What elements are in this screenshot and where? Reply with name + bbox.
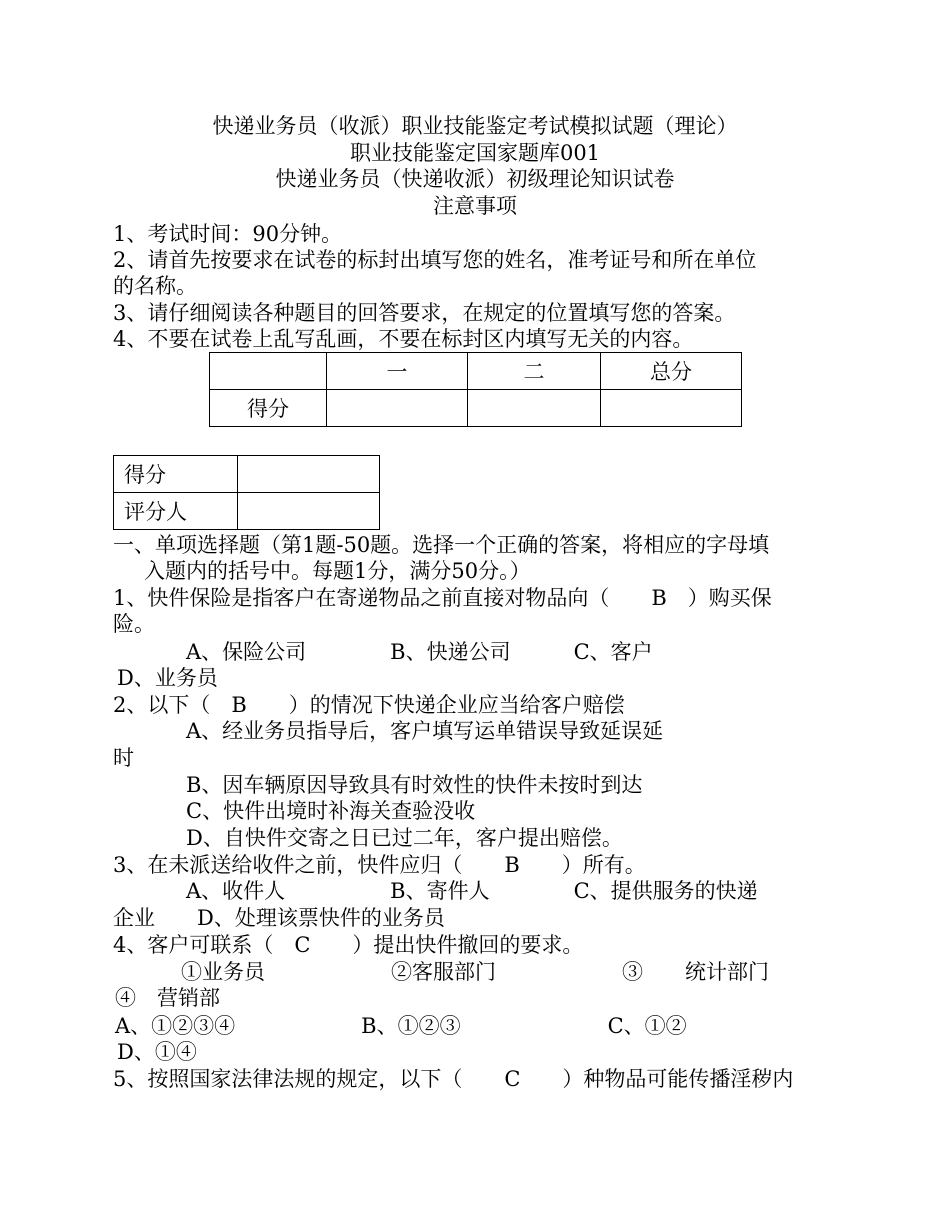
section-heading: 一、单项选择题（第1题-50题。选择一个正确的答案，将相应的字母填 bbox=[113, 533, 770, 557]
question-4-options: A、①②③④ B、①②③ C、①② bbox=[115, 1014, 687, 1038]
question-1-cont: 险。 bbox=[113, 612, 155, 636]
note-2: 2、请首先按要求在试卷的标封出填写您的姓名，准考证号和所在单位 bbox=[113, 248, 757, 272]
question-1: 1、快件保险是指客户在寄递物品之前直接对物品向（ B ）购买保 bbox=[113, 586, 772, 610]
question-4: 4、客户可联系（ C ）提出快件撤回的要求。 bbox=[113, 933, 584, 957]
question-3-options: A、收件人 B、寄件人 C、提供服务的快递 bbox=[186, 879, 758, 903]
grader-score-cell[interactable] bbox=[238, 456, 380, 493]
note-1: 1、考试时间：90分钟。 bbox=[113, 222, 343, 246]
section-heading-cont: 入题内的括号中。每题1分，满分50分。） bbox=[144, 559, 531, 583]
grader-score-label: 得分 bbox=[114, 456, 238, 493]
score-cell-part2[interactable] bbox=[468, 390, 601, 427]
score-table-header-blank bbox=[210, 353, 327, 390]
note-2-cont: 的名称。 bbox=[113, 274, 197, 298]
grader-table bbox=[113, 455, 380, 530]
question-3: 3、在未派送给收件之前，快件应归（ B ）所有。 bbox=[113, 853, 646, 877]
score-cell-part1[interactable] bbox=[327, 390, 468, 427]
question-2-option-a: A、经业务员指导后，客户填写运单错误导致延误延 bbox=[186, 719, 664, 743]
question-4-items: ①业务员 ②客服部门 ③ 统计部门 bbox=[181, 960, 769, 984]
grader-name-label: 评分人 bbox=[114, 493, 238, 530]
question-2-option-b: B、因车辆原因导致具有时效性的快件未按时到达 bbox=[186, 773, 643, 797]
score-table-header-part1: 一 bbox=[327, 353, 468, 390]
notes-heading: 注意事项 bbox=[433, 194, 517, 218]
table-row bbox=[114, 493, 380, 530]
score-table-header-part2: 二 bbox=[468, 353, 601, 390]
score-table-header-total: 总分 bbox=[601, 353, 742, 390]
question-2-option-d: D、自快件交寄之日已过二年，客户提出赔偿。 bbox=[186, 826, 623, 850]
note-3: 3、请仔细阅读各种题目的回答要求，在规定的位置填写您的答案。 bbox=[113, 301, 736, 325]
table-row bbox=[210, 353, 742, 390]
doc-title: 快递业务员（收派）职业技能鉴定考试模拟试题（理论） bbox=[212, 114, 738, 138]
grader-name-cell[interactable] bbox=[238, 493, 380, 530]
note-4: 4、不要在试卷上乱写乱画，不要在标封区内填写无关的内容。 bbox=[113, 327, 694, 351]
score-row-label: 得分 bbox=[210, 390, 327, 427]
question-3-options-cont: 企业 D、处理该票快件的业务员 bbox=[113, 906, 445, 930]
question-1-option-d: D、业务员 bbox=[117, 666, 218, 690]
question-2-option-c: C、快件出境时补海关查验没收 bbox=[186, 799, 476, 823]
question-2-option-a-cont: 时 bbox=[113, 746, 134, 770]
doc-subtitle: 职业技能鉴定国家题库001 bbox=[349, 141, 601, 165]
question-1-options: A、保险公司 B、快递公司 C、客户 bbox=[186, 640, 653, 664]
table-row bbox=[210, 390, 742, 427]
paper-title: 快递业务员（快递收派）初级理论知识试卷 bbox=[275, 167, 675, 191]
question-5: 5、按照国家法律法规的规定，以下（ C ）种物品可能传播淫秽内 bbox=[113, 1067, 794, 1091]
question-4-option-d: D、①④ bbox=[117, 1040, 197, 1064]
question-4-item-4: ④ 营销部 bbox=[115, 986, 220, 1010]
table-row bbox=[114, 456, 380, 493]
score-cell-total[interactable] bbox=[601, 390, 742, 427]
question-2: 2、以下（ B ）的情况下快递企业应当给客户赔偿 bbox=[113, 693, 625, 717]
score-table bbox=[209, 352, 742, 427]
